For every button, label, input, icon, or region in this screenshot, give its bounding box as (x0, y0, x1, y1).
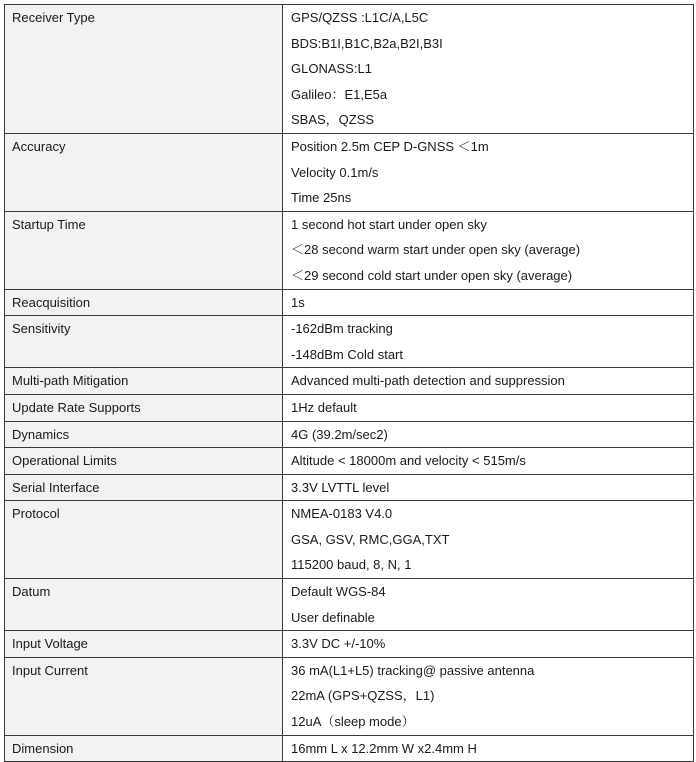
spec-value-line: 3.3V DC +/-10% (291, 636, 386, 652)
spec-value-cell (283, 448, 694, 475)
spec-label: Reacquisition (12, 294, 91, 310)
spec-value-cell (283, 631, 694, 658)
table-row (5, 579, 694, 631)
spec-label-cell (5, 211, 283, 289)
spec-value-cell (283, 394, 694, 421)
spec-value-cell (283, 133, 694, 211)
spec-value-cell (283, 735, 694, 762)
table-row (5, 735, 694, 762)
spec-value-line: NMEA-0183 V4.0 (291, 506, 393, 522)
spec-label-cell (5, 657, 283, 735)
spec-table (4, 4, 694, 762)
spec-value-line: 3.3V LVTTL level (291, 479, 390, 495)
spec-label-cell (5, 501, 283, 579)
spec-value-line: 22mA (GPS+QZSS，L1) (291, 688, 435, 704)
spec-value-cell (283, 316, 694, 368)
spec-value-line: Velocity 0.1m/s (291, 164, 379, 180)
spec-value-line: SBAS，QZSS (291, 112, 375, 128)
spec-label: Sensitivity (12, 321, 71, 337)
spec-value-line: 36 mA(L1+L5) tracking@ passive antenna (291, 662, 535, 678)
spec-value-line: Position 2.5m CEP D-GNSS ＜1m (291, 138, 489, 154)
spec-value-line: 115200 baud, 8, N, 1 (291, 557, 412, 573)
table-row (5, 211, 694, 289)
spec-label: Multi-path Mitigation (12, 373, 129, 389)
spec-label-cell (5, 289, 283, 316)
spec-value-cell (283, 501, 694, 579)
spec-value-line: GPS/QZSS :L1C/A,L5C (291, 10, 429, 25)
spec-value-cell (283, 211, 694, 289)
spec-value-line: GSA, GSV, RMC,GGA,TXT (291, 531, 450, 547)
spec-label: Accuracy (12, 138, 66, 154)
spec-label-cell (5, 394, 283, 421)
spec-value-line: Galileo：E1,E5a (291, 86, 388, 102)
spec-value-line: 12uA（sleep mode） (291, 714, 415, 730)
table-row (5, 631, 694, 658)
table-row (5, 368, 694, 395)
spec-value-cell (283, 579, 694, 631)
spec-label-cell (5, 316, 283, 368)
table-row (5, 289, 694, 316)
spec-label-cell (5, 5, 283, 134)
spec-label-cell (5, 421, 283, 448)
spec-value-line: 1Hz default (291, 399, 357, 415)
spec-value-line: BDS:B1I,B1C,B2a,B2I,B3I (291, 35, 443, 51)
spec-label: Protocol (12, 506, 60, 522)
spec-label-cell (5, 631, 283, 658)
spec-value-line: GLONASS:L1 (291, 61, 372, 77)
table-row (5, 394, 694, 421)
spec-value-line: 4G (39.2m/sec2) (291, 426, 388, 442)
table-row (5, 133, 694, 211)
spec-value-line: -162dBm tracking (291, 321, 393, 337)
spec-value-line: 1 second hot start under open sky (291, 216, 487, 232)
spec-label: Operational Limits (12, 453, 117, 469)
table-row (5, 421, 694, 448)
spec-label: Startup Time (12, 216, 86, 232)
spec-label: Input Current (12, 662, 88, 678)
spec-value-line: 16mm L x 12.2mm W x2.4mm H (291, 740, 477, 756)
spec-value-line: ＜29 second cold start under open sky (average) (291, 267, 573, 283)
spec-label-cell (5, 474, 283, 501)
spec-value-line: Advanced multi-path detection and suppression (291, 373, 565, 389)
table-row (5, 501, 694, 579)
spec-label-cell (5, 133, 283, 211)
spec-value-line: -148dBm Cold start (291, 346, 403, 362)
spec-value-cell (283, 5, 694, 134)
spec-label: Datum (12, 584, 51, 600)
spec-value-cell (283, 289, 694, 316)
spec-value-line: User definable (291, 609, 375, 625)
spec-label-cell (5, 368, 283, 395)
spec-label: Serial Interface (12, 479, 100, 495)
spec-value-line: Altitude < 18000m and velocity < 515m/s (291, 453, 526, 469)
spec-value-line: ＜28 second warm start under open sky (average) (291, 242, 581, 258)
spec-value-cell (283, 657, 694, 735)
spec-label: Dimension (12, 740, 74, 756)
table-row (5, 316, 694, 368)
spec-label: Input Voltage (12, 636, 88, 652)
spec-label: Update Rate Supports (12, 399, 141, 415)
spec-label: Dynamics (12, 426, 70, 442)
table-row (5, 448, 694, 475)
spec-label-cell (5, 579, 283, 631)
spec-value-cell (283, 474, 694, 501)
table-row (5, 657, 694, 735)
spec-label-cell (5, 448, 283, 475)
spec-value-line: Time 25ns (291, 190, 352, 206)
table-row (5, 5, 694, 134)
spec-value-line: Default WGS-84 (291, 584, 386, 600)
spec-value-cell (283, 421, 694, 448)
spec-label: Receiver Type (12, 10, 95, 25)
spec-label-cell (5, 735, 283, 762)
spec-value-cell (283, 368, 694, 395)
spec-value-line: 1s (291, 294, 305, 310)
spec-table-body (5, 5, 694, 762)
table-row (5, 474, 694, 501)
